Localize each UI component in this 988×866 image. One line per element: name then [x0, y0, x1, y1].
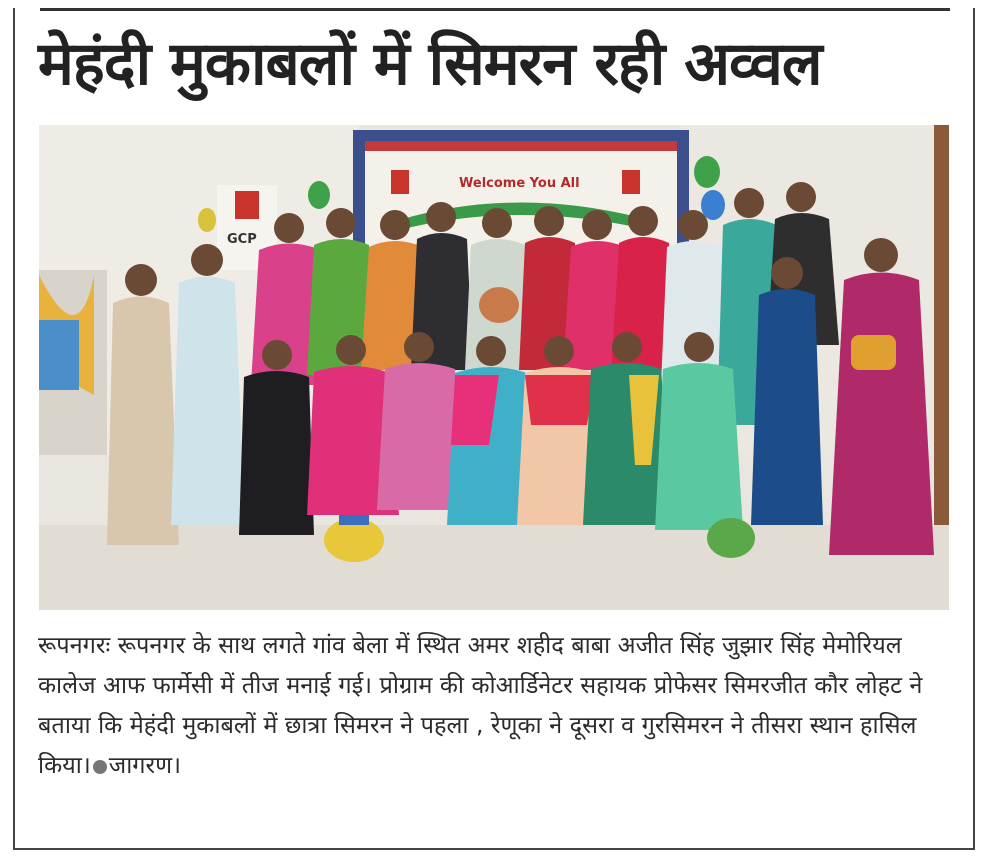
logo-text: GCP	[227, 232, 257, 247]
top-rule	[40, 8, 950, 11]
headline: मेहंदी मुकाबलों में सिमरन रही अव्वल	[38, 29, 822, 99]
body-paragraph	[38, 625, 943, 785]
banner-text: Welcome You All	[459, 176, 580, 191]
article-body	[38, 625, 943, 785]
body-copy: रूपनगर के साथ लगते गांव बेला में स्थित अमर शहीद बाबा अजीत सिंह जुझार सिंह मेमोरियल कालेज आफ फार्मेसी में तीज मनाई गई। प्रोग्राम की कोआर्डिनेटर सहायक प्रोफेसर सिमरजीत कौर लोहट ने बताया कि मेहंदी मुकाबलों में छात्रा सिमरन ने पहला , रेणूका ने दूसरा व गुरसिमरन ने तीसरा स्थान हासिल किया।	[38, 631, 923, 779]
article-photo	[39, 125, 949, 610]
bullet-dot-icon	[93, 760, 107, 774]
dateline: रूपनगरः	[38, 631, 111, 659]
source-credit: जागरण।	[108, 751, 182, 779]
